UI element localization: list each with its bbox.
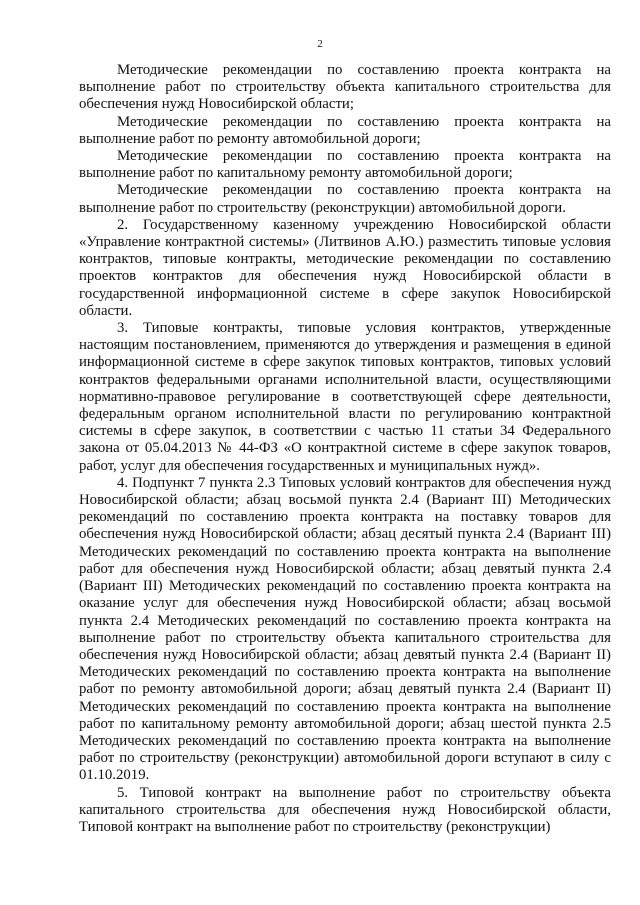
paragraph-item-2: 2. Государственному казенному учреждению Новосибирской области «Управление контрактной системы» (Литвинов А.Ю.) разместить типовые условия контрактов, типовые контракты, методические рекомендации по составлению проектов контрактов для обеспечения нужд Новосибирской области в государственной информационной системе в сфере закупок Новосибирской области. [79, 216, 611, 319]
paragraph-item-3: 3. Типовые контракты, типовые условия контрактов, утвержденные настоящим постановлением, применяются до утверждения и размещения в единой информационной системе в сфере закупок типовых контрактов, типовых условий контрактов федеральными органами исполнительной власти, осуществляющими нормативно-правовое регулирование в соответствующей сфере деятельности, федеральным органом исполнительной власти по регулированию контрактной системы в сфере закупок, в соответствии с частью 11 статьи 34 Федерального закона от 05.04.2013 № 44-ФЗ «О контрактной системе в сфере закупок товаров, работ, услуг для обеспечения государственных и муниципальных нужд». [79, 320, 611, 474]
paragraph-item-4: 4. Подпункт 7 пункта 2.3 Типовых условий контрактов для обеспечения нужд Новосибирской области; абзац восьмой пункта 2.4 (Вариант III) Методических рекомендаций по составлению проекта контракта на поставку товаров для обеспечения нужд Новосибирской области; абзац десятый пункта 2.4 (Вариант III) Методических рекомендаций по составлению проекта контракта на выполнение работ для обеспечения нужд Новосибирской области; абзац девятый пункта 2.4 (Вариант III) Методических рекомендаций по составлению проекта контракта на оказание услуг для обеспечения нужд Новосибирской области; абзац восьмой пункта 2.4 Методических рекомендаций по составлению проекта контракта на выполнение работ по строительству объекта капитального строительства для обеспечения нужд Новосибирской области; абзац девятый пункта 2.4 (Вариант II) Методических рекомендаций по составлению проекта контракта на выполнение работ по ремонту автомобильной дороги; абзац девятый пункта 2.4 (Вариант II) Методических рекомендаций по составлению проекта контракта на выполнение работ по капитальному ремонту автомобильной дороги; абзац шестой пункта 2.5 Методических рекомендаций по составлению проекта контракта на выполнение работ по строительству (реконструкции) автомобильной дороги вступают в силу с 01.10.2019. [79, 474, 611, 784]
paragraph-method-rec-road-repair: Методические рекомендации по составлению проекта контракта на выполнение работ по ремонту автомобильной дороги; [79, 113, 611, 147]
paragraph-item-5: 5. Типовой контракт на выполнение работ по строительству объекта капитального строительства для обеспечения нужд Новосибирской области, Типовой контракт на выполнение работ по строительству (реконструкции) [79, 784, 611, 835]
page-number: 2 [317, 38, 323, 50]
document-body [79, 62, 611, 836]
paragraph-method-rec-road-construction: Методические рекомендации по составлению проекта контракта на выполнение работ по строительству (реконструкции) автомобильной дороги. [79, 182, 611, 216]
paragraph-method-rec-road-capital-repair: Методические рекомендации по составлению проекта контракта на выполнение работ по капитальному ремонту автомобильной дороги; [79, 148, 611, 182]
paragraph-method-rec-capital-construction: Методические рекомендации по составлению проекта контракта на выполнение работ по строительству объекта капитального строительства для обеспечения нужд Новосибирской области; [79, 62, 611, 113]
